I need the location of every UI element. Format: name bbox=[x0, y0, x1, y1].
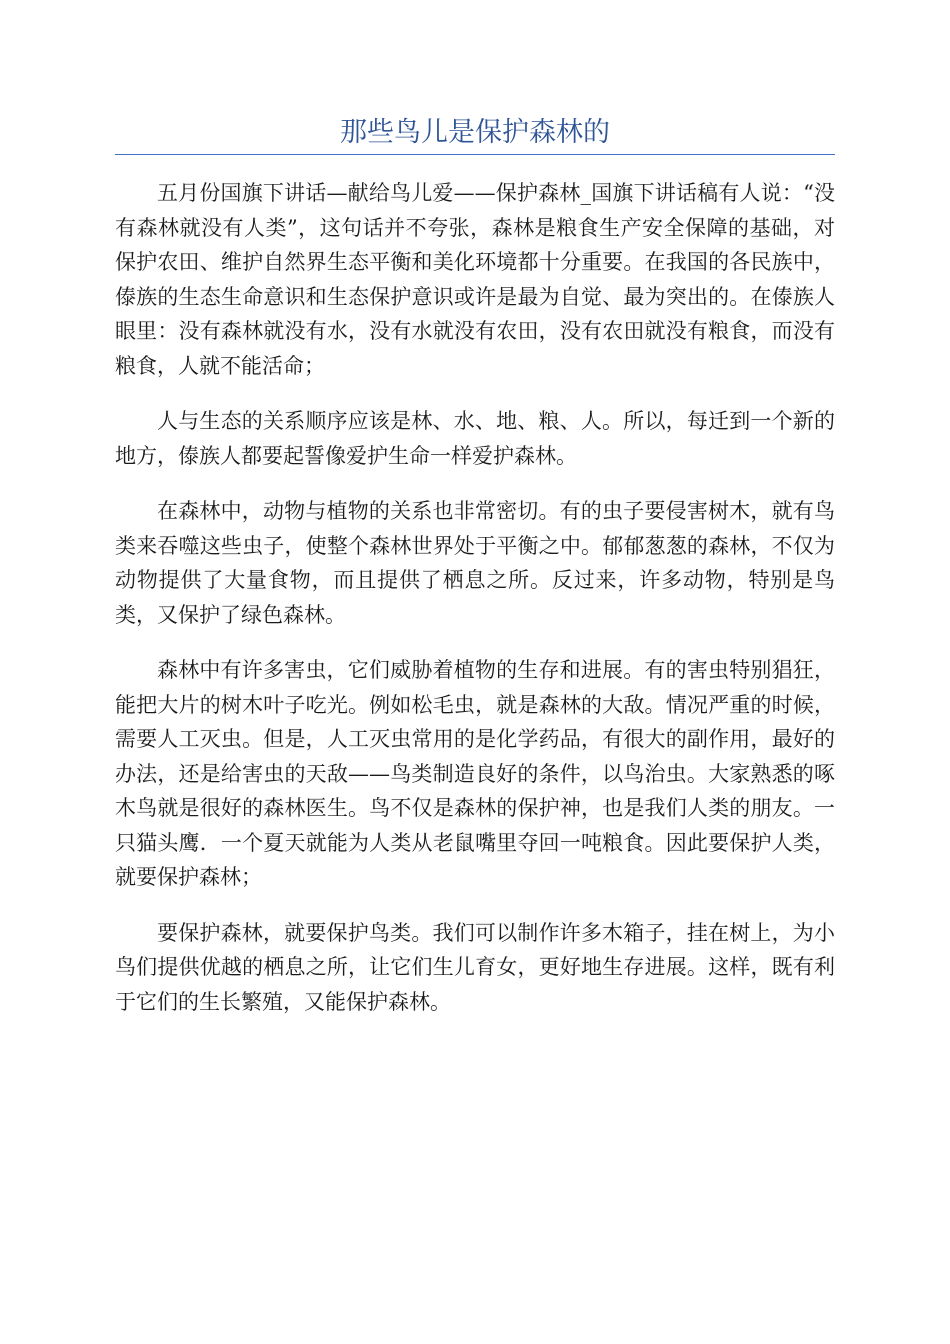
title-underline bbox=[115, 154, 835, 155]
paragraph-1: 五月份国旗下讲话—献给鸟儿爱——保护森林_国旗下讲话稿有人说：“没有森林就没有人类”，这句话并不夸张，森林是粮食生产安全保障的基础，对保护农田、维护自然界生态平衡和美化环境都十分重要。在我国的各民族中，傣族的生态生命意识和生态保护意识或许是最为自觉、最为突出的。在傣族人眼里：没有森林就没有水，没有水就没有农田，没有农田就没有粮食，而没有粮食，人就不能活命； bbox=[115, 181, 835, 378]
document-title: 那些鸟儿是保护森林的 bbox=[340, 117, 610, 148]
paragraph-5: 要保护森林，就要保护鸟类。我们可以制作许多木箱子，挂在树上，为小鸟们提供优越的栖息之所，让它们生儿育女，更好地生存进展。这样，既有利于它们的生长繁殖，又能保护森林。 bbox=[115, 920, 835, 1014]
document-body bbox=[115, 176, 835, 1040]
paragraph-2: 人与生态的关系顺序应该是林、水、地、粮、人。所以，每迁到一个新的地方，傣族人都要起誓像爱护生命一样爱护森林。 bbox=[115, 409, 835, 468]
paragraph-4: 森林中有许多害虫，它们威胁着植物的生存和进展。有的害虫特别猖狂，能把大片的树木叶子吃光。例如松毛虫，就是森林的大敌。情况严重的时候，需要人工灭虫。但是，人工灭虫常用的是化学药品，有很大的副作用，最好的办法，还是给害虫的天敌——鸟类制造良好的条件，以鸟治虫。大家熟悉的啄木鸟就是很好的森林医生。鸟不仅是森林的保护神，也是我们人类的朋友。一只猫头鹰．一个夏天就能为人类从老鼠嘴里夺回一吨粮食。因此要保护人类，就要保护森林； bbox=[115, 658, 835, 889]
paragraph-3: 在森林中，动物与植物的关系也非常密切。有的虫子要侵害树木，就有鸟类来吞噬这些虫子，使整个森林世界处于平衡之中。郁郁葱葱的森林，不仅为动物提供了大量食物，而且提供了栖息之所。反过来，许多动物，特别是鸟类，又保护了绿色森林。 bbox=[115, 499, 835, 627]
